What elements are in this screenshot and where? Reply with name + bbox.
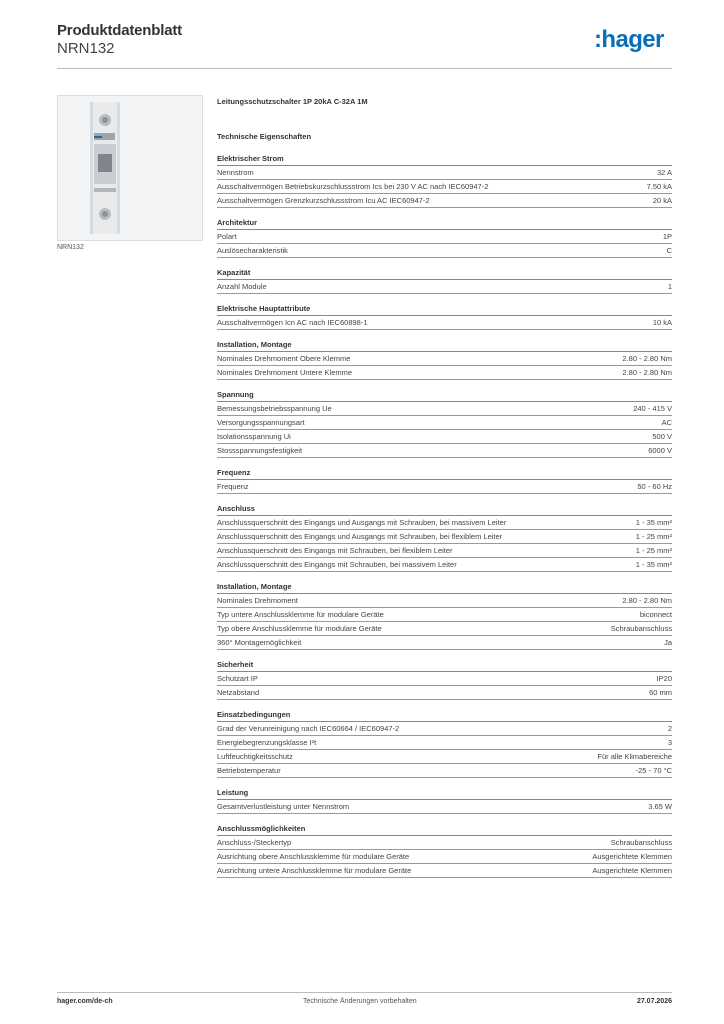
- spec-value: biconnect: [639, 610, 672, 619]
- spec-row: [217, 402, 672, 416]
- spec-label: Ausrichtung obere Anschlussklemme für modulare Geräte: [217, 852, 410, 861]
- spec-value: 2.80 - 2.80 Nm: [622, 368, 672, 377]
- spec-label: Bemessungsbetriebsspannung Ue: [217, 404, 332, 413]
- spec-label: Anzahl Module: [217, 282, 267, 291]
- spec-row: [217, 736, 672, 750]
- circuit-breaker-icon: [58, 96, 202, 240]
- spec-value: 500 V: [652, 432, 672, 441]
- product-title: Leitungsschutzschalter 1P 20kA C-32A 1M: [217, 97, 368, 106]
- spec-section: [217, 304, 672, 330]
- spec-label: Nominales Drehmoment Untere Klemme: [217, 368, 353, 377]
- spec-row: [217, 722, 672, 736]
- spec-row: [217, 516, 672, 530]
- spec-label: Ausrichtung untere Anschlussklemme für modulare Geräte: [217, 866, 412, 875]
- spec-value: 1 - 35 mm²: [635, 518, 672, 527]
- spec-value: -25 - 70 °C: [635, 766, 672, 775]
- spec-row: [217, 594, 672, 608]
- spec-value: 240 - 415 V: [633, 404, 672, 413]
- spec-section: [217, 582, 672, 650]
- spec-label: Anschlussquerschnitt des Eingangs und Ausgangs mit Schrauben, bei flexiblem Leiter: [217, 532, 503, 541]
- spec-label: Stossspannungsfestigkeit: [217, 446, 303, 455]
- spec-label: Frequenz: [217, 482, 249, 491]
- spec-row: [217, 366, 672, 380]
- spec-label: Schutzart IP: [217, 674, 258, 683]
- section-heading: Technische Eigenschaften: [217, 132, 312, 141]
- spec-label: Polart: [217, 232, 237, 241]
- spec-row: [217, 430, 672, 444]
- spec-row: [217, 194, 672, 208]
- spec-section: [217, 340, 672, 380]
- spec-label: Luftfeuchtigkeitsschutz: [217, 752, 293, 761]
- spec-row: [217, 244, 672, 258]
- spec-section-title: Spannung: [217, 390, 672, 402]
- spec-row: [217, 544, 672, 558]
- spec-value: 1 - 35 mm²: [635, 560, 672, 569]
- spec-section: [217, 824, 672, 878]
- spec-label: Netzabstand: [217, 688, 260, 697]
- spec-section-title: Leistung: [217, 788, 672, 800]
- spec-value: AC: [661, 418, 672, 427]
- spec-value: 1P: [662, 232, 672, 241]
- spec-section-title: Kapazität: [217, 268, 672, 280]
- spec-section: [217, 154, 672, 208]
- spec-value: Ausgerichtete Klemmen: [592, 866, 672, 875]
- spec-row: [217, 800, 672, 814]
- spec-value: Für alle Klimabereiche: [597, 752, 672, 761]
- header-divider: [57, 68, 672, 69]
- spec-value: Schraubanschluss: [610, 838, 672, 847]
- spec-label: Ausschaltvermögen Betriebskurzschlussstrom Ics bei 230 V AC nach IEC60947-2: [217, 182, 489, 191]
- footer-divider: [57, 992, 672, 993]
- spec-row: [217, 352, 672, 366]
- spec-row: [217, 636, 672, 650]
- spec-section-title: Sicherheit: [217, 660, 672, 672]
- spec-section-title: Anschlussmöglichkeiten: [217, 824, 672, 836]
- spec-label: Auslösecharakteristik: [217, 246, 288, 255]
- spec-row: [217, 558, 672, 572]
- spec-label: Nominales Drehmoment Obere Klemme: [217, 354, 351, 363]
- spec-section: [217, 218, 672, 258]
- document-subtitle: NRN132: [57, 40, 115, 57]
- spec-section: [217, 504, 672, 572]
- spec-row: [217, 480, 672, 494]
- spec-row: [217, 836, 672, 850]
- spec-value: 50 - 60 Hz: [637, 482, 672, 491]
- spec-row: [217, 672, 672, 686]
- spec-value: 32 A: [656, 168, 672, 177]
- spec-value: 2: [667, 724, 672, 733]
- spec-label: Anschlussquerschnitt des Eingangs und Ausgangs mit Schrauben, bei massivem Leiter: [217, 518, 507, 527]
- spec-value: 60 mm: [649, 688, 672, 697]
- spec-value: 2.80 - 2.80 Nm: [622, 596, 672, 605]
- spec-row: [217, 316, 672, 330]
- spec-section: [217, 468, 672, 494]
- spec-section: [217, 390, 672, 458]
- footer-date: 27.07.2026: [636, 998, 672, 1005]
- spec-section: [217, 710, 672, 778]
- spec-label: Nennstrom: [217, 168, 254, 177]
- spec-section-title: Architektur: [217, 218, 672, 230]
- spec-row: [217, 686, 672, 700]
- spec-value: 3.65 W: [648, 802, 672, 811]
- spec-label: Anschlussquerschnitt des Eingangs mit Schrauben, bei massivem Leiter: [217, 560, 457, 569]
- spec-value: 1 - 25 mm²: [635, 532, 672, 541]
- spec-section-title: Elektrischer Strom: [217, 154, 672, 166]
- spec-section-title: Einsatzbedingungen: [217, 710, 672, 722]
- spec-row: [217, 850, 672, 864]
- spec-label: Energiebegrenzungsklasse I²t: [217, 738, 317, 747]
- spec-content: [217, 97, 672, 878]
- spec-section-title: Frequenz: [217, 468, 672, 480]
- spec-value: C: [666, 246, 672, 255]
- spec-label: Gesamtverlustleistung unter Nennstrom: [217, 802, 350, 811]
- footer-disclaimer: Technische Änderungen vorbehalten: [303, 998, 417, 1005]
- spec-row: [217, 864, 672, 878]
- spec-section: [217, 268, 672, 294]
- spec-section-title: Installation, Montage: [217, 582, 672, 594]
- spec-value: 20 kA: [652, 196, 672, 205]
- spec-section-title: Anschluss: [217, 504, 672, 516]
- spec-value: Ausgerichtete Klemmen: [592, 852, 672, 861]
- spec-row: [217, 230, 672, 244]
- spec-label: 360° Montagemöglichkeit: [217, 638, 302, 647]
- spec-label: Ausschaltvermögen Grenzkurzschlussstrom Icu AC IEC60947-2: [217, 196, 430, 205]
- spec-row: [217, 416, 672, 430]
- spec-label: Ausschaltvermögen Icn AC nach IEC60898-1: [217, 318, 368, 327]
- spec-label: Nominales Drehmoment: [217, 596, 298, 605]
- spec-value: 1: [667, 282, 672, 291]
- spec-value: 3: [667, 738, 672, 747]
- brand-logo: :hager: [594, 26, 664, 53]
- spec-section-title: Elektrische Hauptattribute: [217, 304, 672, 316]
- document-title: Produktdatenblatt: [57, 22, 182, 39]
- spec-value: 7.50 kA: [646, 182, 672, 191]
- spec-label: Anschlussquerschnitt des Eingangs mit Schrauben, bei flexiblem Leiter: [217, 546, 453, 555]
- footer-website: hager.com/de-ch: [57, 998, 113, 1005]
- spec-row: [217, 280, 672, 294]
- spec-value: IP20: [656, 674, 672, 683]
- spec-row: [217, 750, 672, 764]
- spec-row: [217, 444, 672, 458]
- product-image: [57, 95, 203, 241]
- spec-section: [217, 660, 672, 700]
- spec-row: [217, 764, 672, 778]
- spec-label: Grad der Verunreinigung nach IEC60664 / IEC60947-2: [217, 724, 400, 733]
- spec-label: Typ untere Anschlussklemme für modulare Geräte: [217, 610, 384, 619]
- spec-label: Typ obere Anschlussklemme für modulare Geräte: [217, 624, 382, 633]
- spec-value: Schraubanschluss: [610, 624, 672, 633]
- spec-row: [217, 180, 672, 194]
- spec-label: Betriebstemperatur: [217, 766, 281, 775]
- spec-sections: [217, 154, 672, 878]
- spec-row: [217, 622, 672, 636]
- spec-value: 2.80 - 2.80 Nm: [622, 354, 672, 363]
- spec-value: 10 kA: [652, 318, 672, 327]
- spec-section: [217, 788, 672, 814]
- spec-section-title: Installation, Montage: [217, 340, 672, 352]
- spec-label: Versorgungsspannungsart: [217, 418, 305, 427]
- spec-row: [217, 166, 672, 180]
- spec-label: Isolationsspannung Ui: [217, 432, 291, 441]
- spec-row: [217, 530, 672, 544]
- spec-value: 6000 V: [648, 446, 672, 455]
- spec-value: 1 - 25 mm²: [635, 546, 672, 555]
- spec-row: [217, 608, 672, 622]
- spec-value: Ja: [664, 638, 672, 647]
- spec-label: Anschluss-/Steckertyp: [217, 838, 292, 847]
- image-caption: NRN132: [57, 244, 84, 251]
